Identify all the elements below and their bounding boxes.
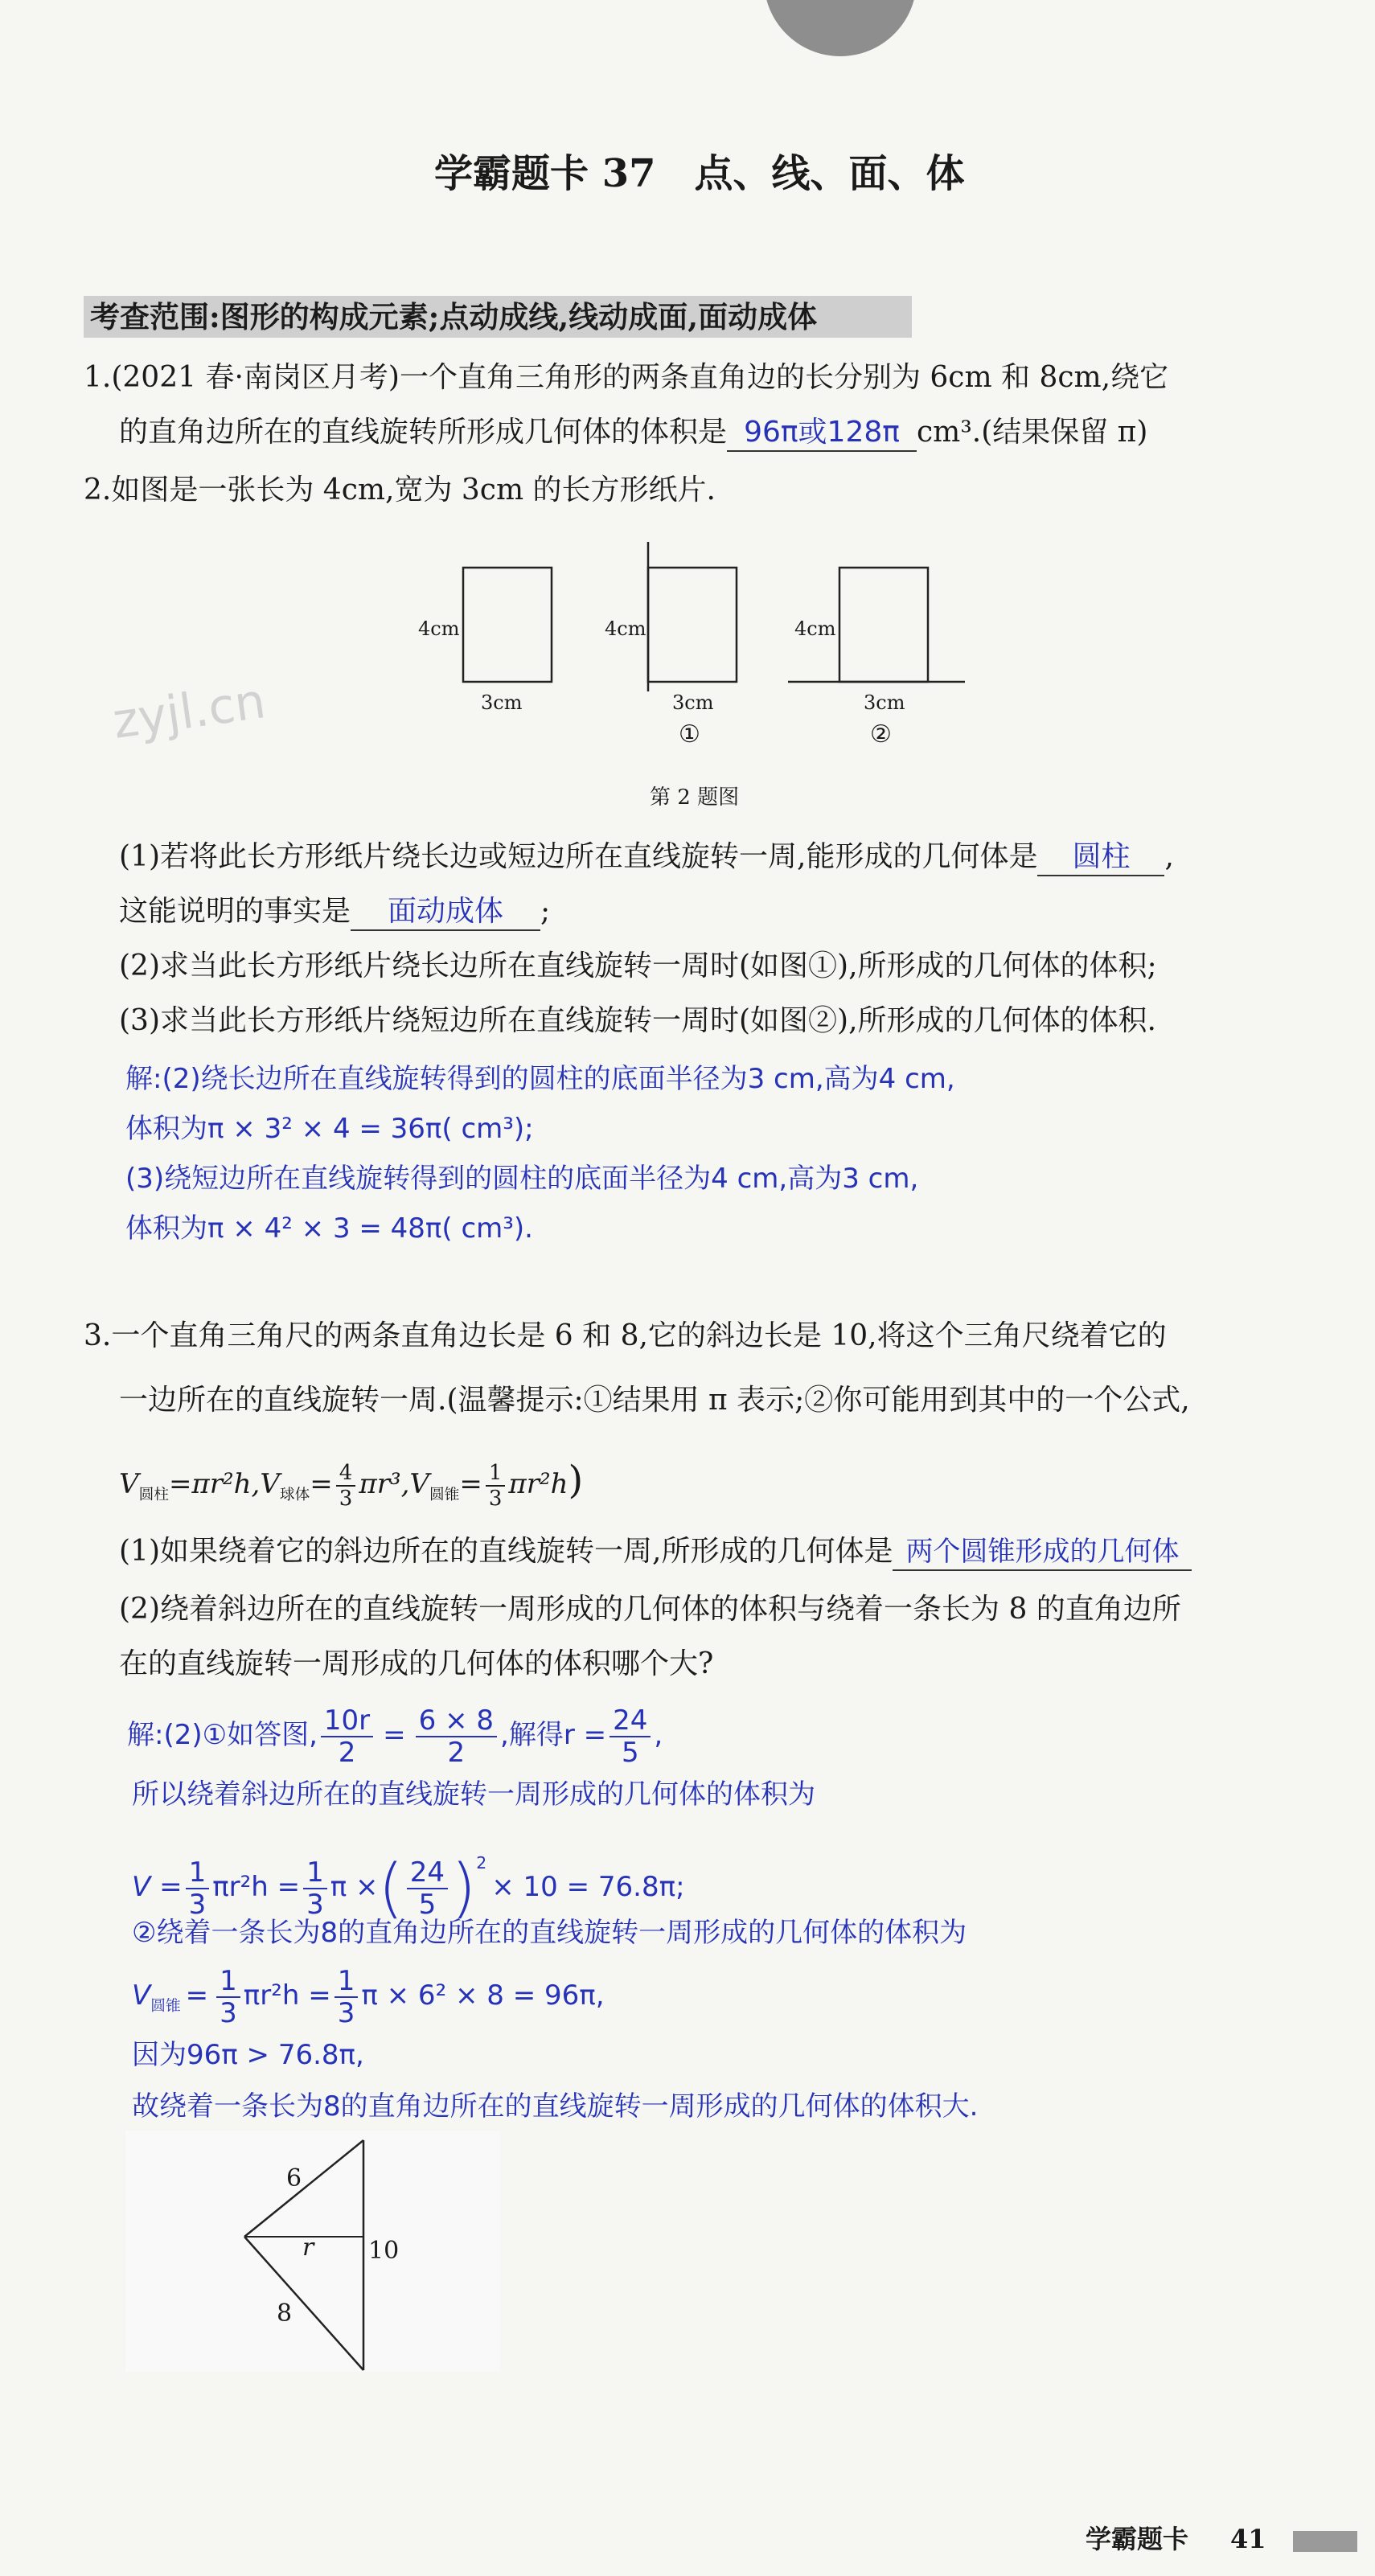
q3-fig-six: 6	[286, 2164, 302, 2192]
page-number: 41	[1230, 2524, 1266, 2554]
formula-eq2: =	[459, 1468, 482, 1500]
q2-p2: (2)求当此长方形纸片绕长边所在直线旋转一周时(如图①),所形成的几何体的体积;	[119, 950, 1157, 982]
formula-eq1: =	[310, 1468, 333, 1500]
q3-sol-l1	[127, 1695, 663, 1775]
frac-num: 1	[486, 1462, 506, 1487]
q3-p2a: (2)绕着斜边所在的直线旋转一周形成的几何体的体积与绕着一条长为 8 的直角边所	[119, 1593, 1181, 1626]
sol-frac-24-5	[610, 1704, 651, 1769]
q2-p1-post: ,	[1164, 840, 1174, 873]
q3-line1: 3.一个直角三角尺的两条直角边长是 6 和 8,它的斜边长是 10,将这个三角尺绕着它的	[84, 1319, 1167, 1352]
q3-fig-r: r	[302, 2233, 314, 2262]
sol-l5-eq: =	[185, 1979, 209, 2012]
formula-close: )	[568, 1458, 584, 1503]
sol-l3-rparen: )	[451, 1850, 477, 1926]
q2-sol3: (3)绕短边所在直线旋转得到的圆柱的底面半径为4 cm,高为3 cm,	[125, 1163, 919, 1195]
section-label: 考查范围:图形的构成元素;点动成线,线动成面,面动成体	[90, 299, 818, 334]
sol-l5-frac2	[335, 1964, 359, 2029]
fig2-wid-b: 3cm	[672, 691, 714, 714]
q3-formula	[119, 1444, 583, 1532]
q2-sol1: 解:(2)绕长边所在直线旋转得到的圆柱的底面半径为3 cm,高为4 cm,	[125, 1063, 955, 1095]
fig2-len-a: 4cm	[418, 617, 460, 640]
q1-answer: 96π或128π	[727, 415, 917, 452]
sol-l5-b: π × 6² × 8 = 96π,	[361, 1979, 605, 2012]
frac-num: 1	[335, 1967, 359, 1998]
formula-ball-sub: 球体	[279, 1486, 310, 1503]
frac-den: 3	[306, 1888, 324, 1921]
sol-l5-v: V	[132, 1979, 151, 2012]
sol-l3-lparen: (	[378, 1850, 404, 1926]
frac-num: 1	[216, 1967, 240, 1998]
q1-line1: 1.(2021 春·南岗区月考)一个直角三角形的两条直角边的长分别为 6cm 和 8cm,绕它	[84, 361, 1169, 394]
rect-fig1	[648, 568, 737, 682]
q3-p1-answer: 两个圆锥形成的几何体	[893, 1534, 1192, 1571]
frac-den: 5	[621, 1736, 639, 1769]
sol-l3-square: 2	[476, 1853, 487, 1873]
q3-sol-l3	[132, 1819, 685, 1931]
fig2-wid-c: 3cm	[864, 691, 905, 714]
q2-p1b-post: ;	[540, 895, 551, 928]
formula-frac-1-3	[486, 1462, 506, 1509]
formula-cyl-sub: 圆柱	[138, 1486, 169, 1503]
q2-stem: 2.如图是一张长为 4cm,宽为 3cm 的长方形纸片.	[84, 474, 716, 507]
page-title: 学霸题卡 37 点、线、面、体	[434, 151, 965, 196]
formula-v3: V	[409, 1468, 429, 1500]
sol-l1-eq: =	[383, 1719, 406, 1751]
sol-l3-frac2	[303, 1856, 327, 1921]
q2-p1-pre: (1)若将此长方形纸片绕长边或短边所在直线旋转一周,能形成的几何体是	[119, 840, 1038, 873]
q3-p1-pre: (1)如果绕着它的斜边所在的直线旋转一周,所形成的几何体是	[119, 1535, 893, 1568]
fig2-circ2: ②	[870, 720, 892, 749]
q3-sol-l5	[132, 1955, 605, 2047]
rect-original	[463, 568, 552, 682]
formula-ball-rhs: πr³,	[359, 1468, 410, 1500]
frac-num: 10r	[321, 1707, 373, 1737]
q2-sol2: 体积为π × 3² × 4 = 36π( cm³);	[125, 1113, 534, 1145]
sol-l1-end: ,	[654, 1719, 663, 1751]
q3-line2: 一边所在的直线旋转一周.(温馨提示:①结果用 π 表示;②你可能用到其中的一个公式,	[119, 1384, 1190, 1417]
frac-den: 5	[418, 1888, 437, 1921]
q3-sol-l4: ②绕着一条长为8的直角边所在的直线旋转一周形成的几何体的体积为	[132, 1917, 967, 1949]
frac-den: 3	[220, 1996, 237, 2029]
q3-sol-l2: 所以绕着斜边所在的直线旋转一周形成的几何体的体积为	[132, 1778, 815, 1811]
formula-cyl-rhs: =πr²h,	[168, 1468, 261, 1500]
q2-p1b	[119, 894, 550, 931]
q2-p1b-answer: 面动成体	[351, 894, 540, 931]
q1-line2-post: cm³.(结果保留 π)	[917, 416, 1148, 449]
q3-sol-l7: 故绕着一条长为8的直角边所在的直线旋转一周形成的几何体的体积大.	[132, 2090, 979, 2123]
frac-den: 3	[488, 1487, 503, 1511]
sol-l3-v: V =	[132, 1871, 183, 1903]
q2-p3: (3)求当此长方形纸片绕短边所在直线旋转一周时(如图②),所形成的几何体的体积.	[119, 1004, 1156, 1037]
frac-den: 2	[447, 1736, 466, 1769]
footer-bar	[1293, 2531, 1357, 2552]
triangle-side-6	[244, 2140, 363, 2237]
frac-den: 3	[339, 1487, 353, 1511]
frac-den: 3	[337, 1996, 355, 2029]
sol-l3-frac1	[186, 1856, 210, 1921]
sol-l1-mid: ,解得r =	[500, 1719, 607, 1751]
q3-p1	[119, 1534, 1192, 1571]
fig2-circ1: ①	[679, 720, 700, 749]
fig2-len-b: 4cm	[605, 617, 646, 640]
sol-frac-10r-2	[321, 1704, 373, 1769]
frac-den: 2	[338, 1736, 356, 1769]
frac-num: 1	[303, 1859, 327, 1889]
sol-frac-6x8-2	[416, 1704, 497, 1769]
q3-fig-eight: 8	[277, 2299, 293, 2328]
q2-p1-answer: 圆柱	[1037, 839, 1164, 876]
sol-l3-b: π ×	[330, 1871, 379, 1903]
footer-label: 学霸题卡	[1086, 2524, 1189, 2554]
q1-line2	[119, 415, 1147, 452]
frac-num: 4	[336, 1462, 356, 1487]
sol-l3-a: πr²h =	[212, 1871, 301, 1903]
formula-v2: V	[260, 1468, 280, 1500]
sol-l3-frac3	[407, 1856, 448, 1921]
q3-p2b: 在的直线旋转一周形成的几何体的体积哪个大?	[119, 1647, 714, 1680]
q2-p1b-pre: 这能说明的事实是	[119, 895, 351, 928]
fig2-len-c: 4cm	[794, 617, 836, 640]
frac-den: 3	[188, 1888, 207, 1921]
formula-frac-4-3	[336, 1462, 356, 1509]
frac-num: 24	[610, 1707, 651, 1737]
frac-num: 6 × 8	[416, 1707, 497, 1737]
q3-fig-ten: 10	[368, 2237, 400, 2265]
frac-num: 1	[186, 1859, 210, 1889]
sol-l3-c: × 10 = 76.8π;	[491, 1871, 685, 1903]
rect-fig2	[839, 568, 928, 682]
formula-cone-sub: 圆锥	[429, 1486, 460, 1503]
q1-line2-pre: 的直角边所在的直线旋转所形成几何体的体积是	[119, 416, 728, 449]
sol-l5-sub: 圆锥	[150, 1997, 181, 2015]
watermark: zyjl.cn	[109, 673, 269, 750]
frac-num: 24	[407, 1859, 448, 1889]
q3-sol-l6: 因为96π > 76.8π,	[132, 2039, 364, 2071]
sol-l5-a: πr²h =	[243, 1979, 331, 2012]
formula-cone-rhs: πr²h	[508, 1468, 568, 1500]
q2-sol4: 体积为π × 4² × 3 = 48π( cm³).	[125, 1212, 533, 1245]
fig2-caption: 第 2 题图	[650, 786, 740, 810]
top-decoration	[764, 0, 917, 56]
sol-l5-frac1	[216, 1964, 240, 2029]
sol-l1-pre: 解:(2)①如答图,	[127, 1719, 318, 1751]
q2-p1	[119, 839, 1174, 876]
fig2-wid-a: 3cm	[481, 691, 523, 714]
formula-v1: V	[119, 1468, 139, 1500]
